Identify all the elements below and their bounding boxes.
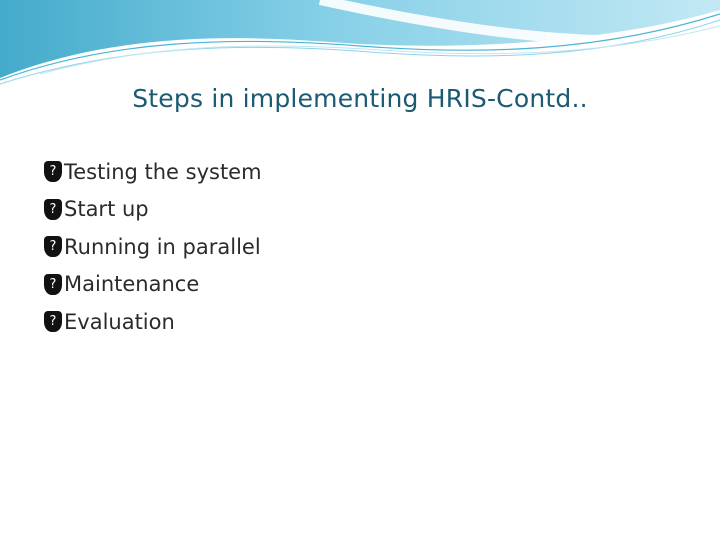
bullet-item-running-parallel [44, 228, 262, 266]
bullet-glyph-icon: ? [44, 199, 62, 220]
bullet-glyph-icon: ? [44, 161, 62, 182]
bullet-text: Evaluation [64, 309, 175, 334]
bullet-text: Maintenance [64, 272, 200, 297]
slide-title: Steps in implementing HRIS-Contd.. [132, 84, 588, 113]
bullet-item-start-up [44, 191, 262, 229]
bullet-list [44, 153, 262, 341]
bullet-text: Testing the system [64, 159, 262, 184]
header-wave-decoration [0, 0, 720, 90]
bullet-glyph-icon: ? [44, 274, 62, 295]
bullet-item-evaluation [44, 303, 262, 341]
bullet-item-testing [44, 153, 262, 191]
bullet-text: Start up [64, 197, 149, 222]
bullet-item-maintenance [44, 266, 262, 304]
bullet-glyph-icon: ? [44, 236, 62, 257]
bullet-glyph-icon: ? [44, 311, 62, 332]
bullet-text: Running in parallel [64, 234, 261, 259]
